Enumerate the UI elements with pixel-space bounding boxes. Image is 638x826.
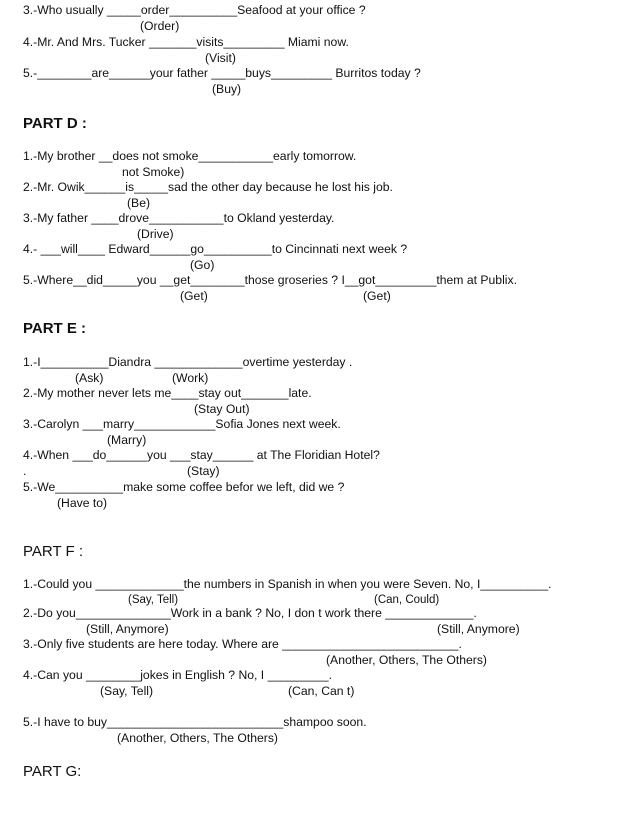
exercise-line: 2.-Mr. Owik______is_____sad the other day because he lost his job. [23, 180, 393, 194]
exercise-line: 1.-My brother __does not smoke___________early tomorrow. [23, 149, 357, 163]
verb-hint: (Have to) [57, 496, 108, 510]
verb-hint: (Ask) [75, 371, 104, 385]
exercise-line: 5.-Where__did_____you __get________those groseries ? I__got_________them at Publix. [23, 273, 517, 287]
verb-hint: (Still, Anymore) [86, 622, 169, 636]
exercise-line: 3.-Who usually _____order__________Seafood at your office ? [23, 3, 366, 17]
exercise-line: 5.-We__________make some coffee befor we left, did we ? [23, 480, 345, 494]
verb-hint: (Stay Out) [194, 402, 250, 416]
verb-hint: (Get) [180, 289, 208, 303]
verb-hint: (Say, Tell) [128, 594, 179, 606]
exercise-line: 3.-My father ____drove___________to Okland yesterday. [23, 211, 335, 225]
verb-hint: (Visit) [205, 51, 236, 65]
exercise-line: 1.-Could you _____________the numbers in Spanish in when you were Seven. No, I__________. [23, 577, 552, 591]
verb-hint: (Go) [190, 258, 215, 272]
exercise-line: 2.-Do you______________Work in a bank ? No, I don t work there _____________. [23, 606, 477, 620]
exercise-line: 3.-Only five students are here today. Where are __________________________. [23, 637, 462, 651]
exercise-line: 3.-Carolyn ___marry____________Sofia Jones next week. [23, 417, 341, 431]
verb-hint: (Get) [363, 289, 391, 303]
exercise-line: 5.-________are______your father _____buys_________ Burritos today ? [23, 66, 421, 80]
exercise-line: 4.-Can you ________jokes in English ? No, I _________. [23, 668, 332, 682]
verb-hint: (Be) [127, 196, 151, 210]
exercise-line: 1.-I__________Diandra _____________overtime yesterday . [23, 355, 353, 369]
exercise-line: 4.-When ___do______you ___stay______ at The Floridian Hotel? [23, 448, 380, 462]
exercise-line: 5.-I have to buy__________________________shampoo soon. [23, 715, 367, 729]
verb-hint: (Can, Could) [374, 594, 440, 606]
section-heading-part-e: PART E : [23, 320, 87, 337]
section-heading-part-d: PART D : [23, 115, 87, 132]
verb-hint: (Another, Others, The Others) [326, 653, 487, 667]
verb-hint: (Stay) [187, 464, 220, 478]
verb-hint: (Another, Others, The Others) [117, 731, 278, 745]
verb-hint: not Smoke) [122, 165, 185, 179]
exercise-line: 4.- ___will____ Edward______go__________to Cincinnati next week ? [23, 242, 408, 256]
section-heading-part-f: PART F : [23, 543, 84, 560]
stray-mark: . [23, 464, 27, 478]
exercise-line: 2.-My mother never lets me____stay out_______late. [23, 386, 312, 400]
verb-hint: (Drive) [137, 227, 174, 241]
verb-hint: (Can, Can t) [288, 684, 355, 698]
verb-hint: (Buy) [212, 82, 242, 96]
verb-hint: (Still, Anymore) [437, 622, 520, 636]
section-heading-part-g: PART G: [23, 763, 82, 780]
verb-hint: (Order) [140, 19, 180, 33]
verb-hint: (Marry) [107, 433, 147, 447]
exercise-line: 4.-Mr. And Mrs. Tucker _______visits_________ Miami now. [23, 35, 349, 49]
verb-hint: (Say, Tell) [100, 684, 154, 698]
verb-hint: (Work) [172, 371, 209, 385]
